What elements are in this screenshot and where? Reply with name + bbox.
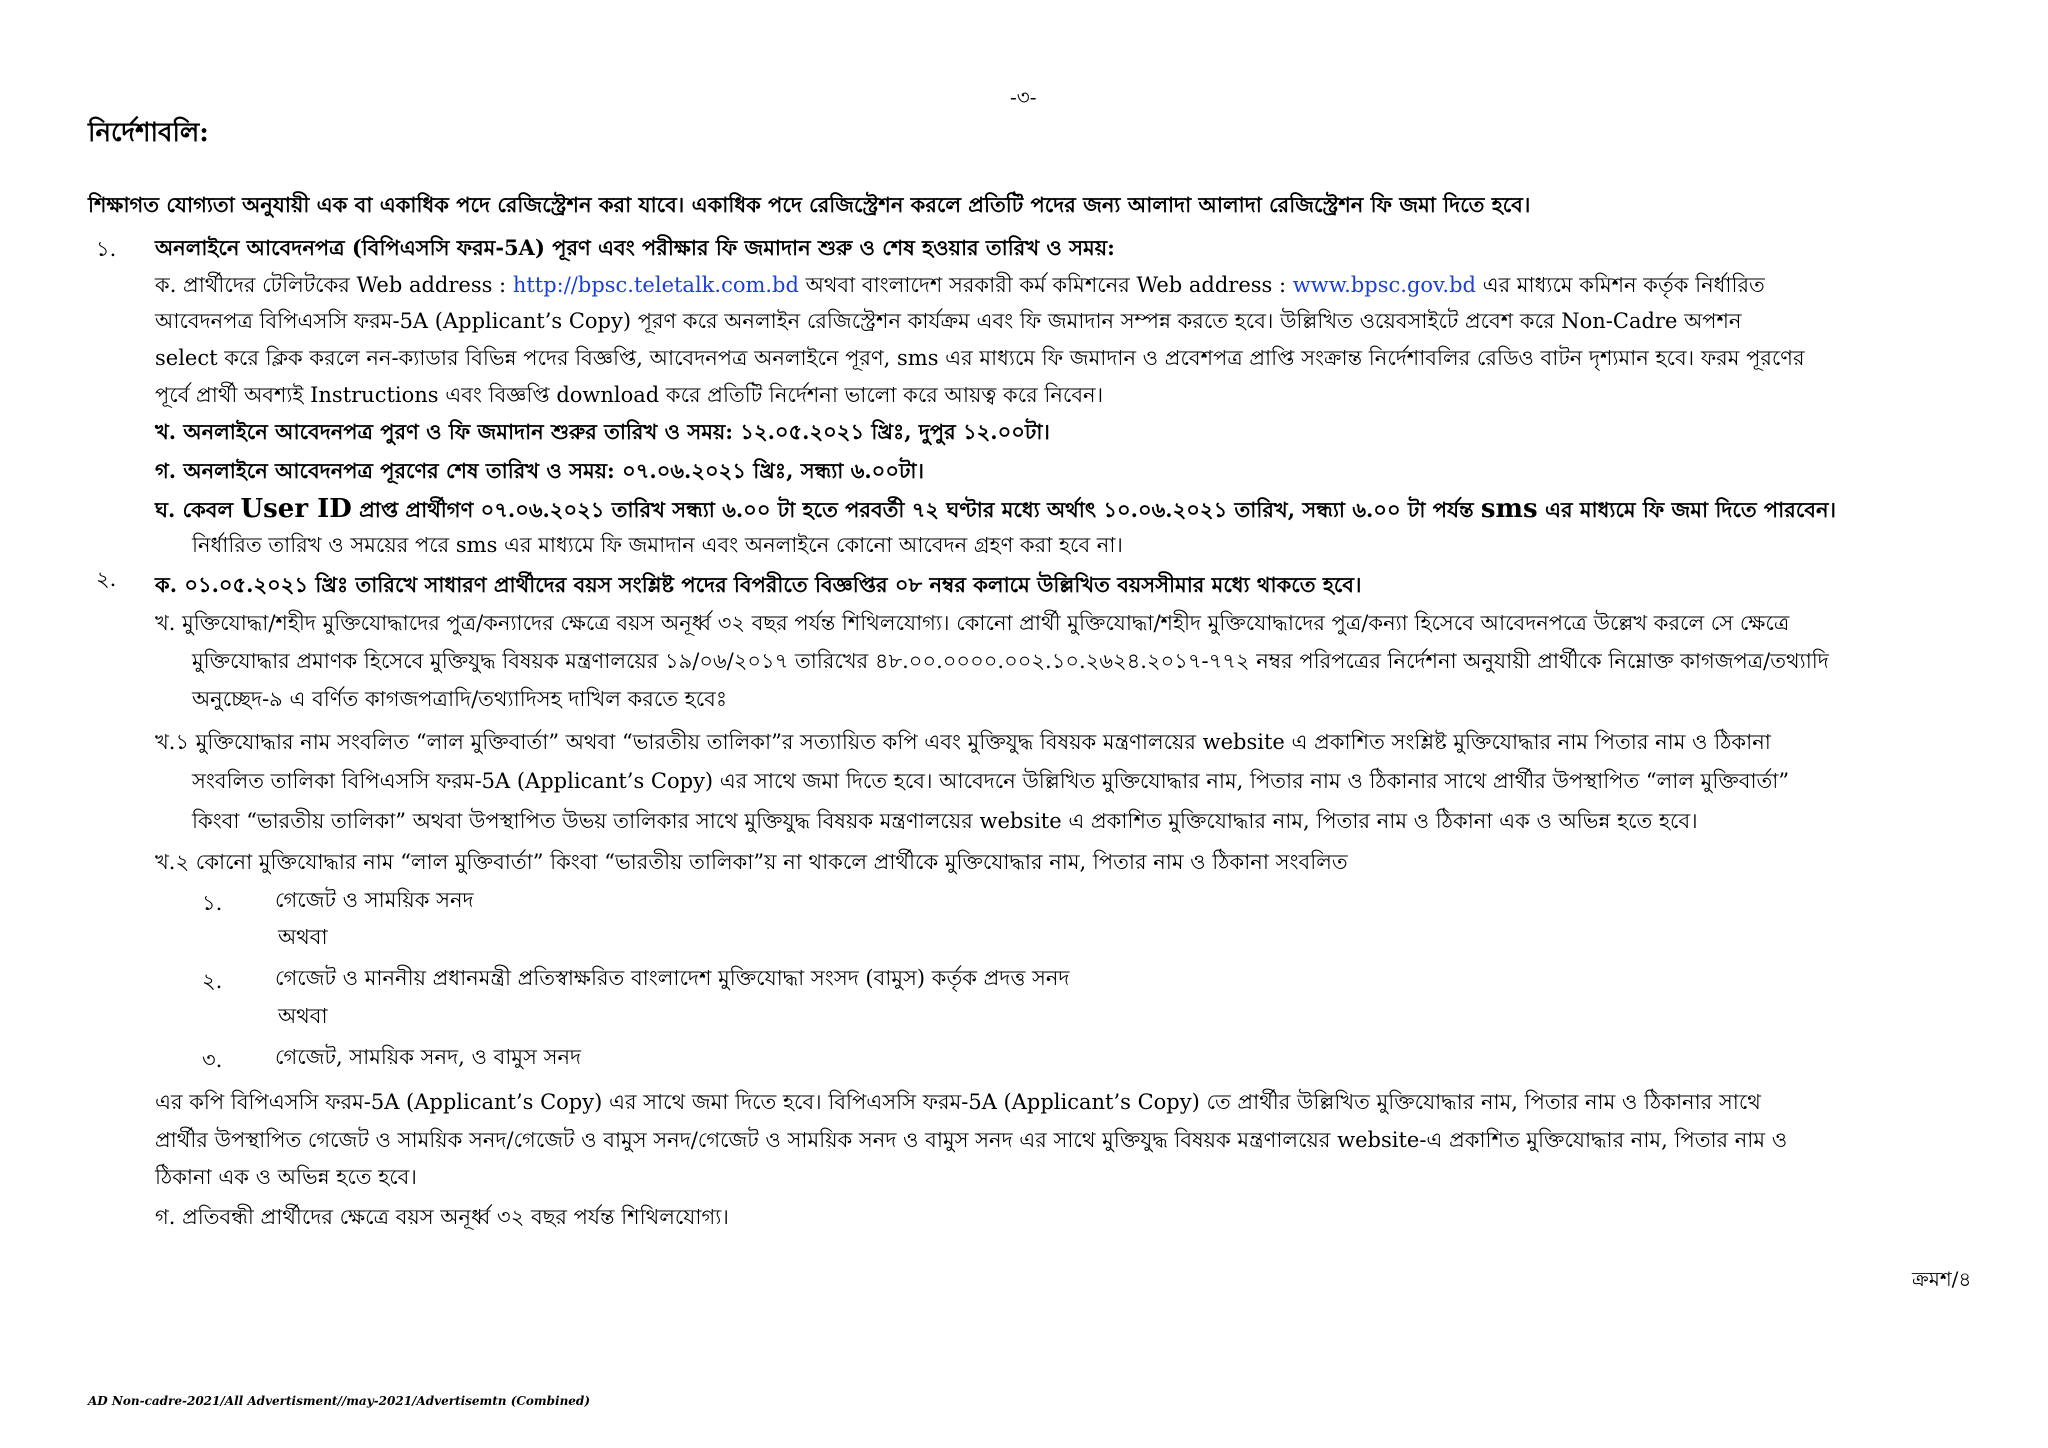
text-segment: ক. প্রার্থীদের টেলিটকের Web address :	[155, 273, 507, 297]
text-segment: ঘ. কেবল	[155, 497, 234, 522]
text-segment: প্রাপ্ত প্রার্থীগণ ০৭.০৬.২০২১ তারিখ সন্ধ্যা ৬.০০ টা হতে পরবর্তী ৭২ ঘণ্টার মধ্যে অর্থাৎ ১০.০৬.২০২১ তারিখ, সন্ধ্যা ৬.০০ টা পর্যন্ত	[359, 497, 1474, 522]
option-1-or: অথবা	[278, 925, 328, 949]
section-2-copy-line-3: ঠিকানা এক ও অভিন্ন হতে হবে।	[155, 1165, 417, 1189]
section-1-ka-line-4: পূর্বে প্রার্থী অবশ্যই Instructions এবং বিজ্ঞপ্তি download করে প্রতিটি নির্দেশনা ভালো করে আয়ত্ব করে নিবেন।	[155, 383, 1104, 407]
option-1-text: গেজেট ও সাময়িক সনদ	[275, 888, 474, 912]
section-1-ga: গ. অনলাইনে আবেদনপত্র পূরণের শেষ তারিখ ও সময়: ০৭.০৬.২০২১ খ্রিঃ, সন্ধ্যা ৬.০০টা।	[155, 458, 925, 483]
section-2-kha1-line-3: কিংবা “ভারতীয় তালিকা” অথবা উপস্থাপিত উভয় তালিকার সাথে মুক্তিযুদ্ধ বিষয়ক মন্ত্রণালয়ের website এ প্রকাশিত মুক্তিযোদ্ধার নাম, পিতার নাম ও ঠিকানা এক ও অভিন্ন হতে হবে।	[192, 809, 1698, 833]
section-2-kha1-line-2: সংবলিত তালিকা বিপিএসসি ফরম-5A (Applicant’s Copy) এর সাথে জমা দিতে হবে। আবেদনে উল্লিখিত মুক্তিযোদ্ধার নাম, পিতার নাম ও ঠিকানার সাথে প্রার্থীর উপস্থাপিত “লাল মুক্তিবার্তা”	[192, 769, 1790, 793]
option-2-or: অথবা	[278, 1004, 328, 1028]
continued-marker: ক্রমশ/৪	[1912, 1267, 1972, 1291]
option-1-number: ১.	[202, 891, 223, 915]
section-1-title: অনলাইনে আবেদনপত্র (বিপিএসসি ফরম-5A) পূরণ এবং পরীক্ষার ফি জমাদান শুরু ও শেষ হওয়ার তারিখ ও সময়:	[155, 235, 1115, 260]
footer-path: AD Non-cadre-2021/All Advertisment//may-2021/Advertisemtn (Combined)	[88, 1394, 591, 1408]
option-3-number: ৩.	[202, 1048, 223, 1072]
section-2-copy-line-2: প্রার্থীর উপস্থাপিত গেজেট ও সাময়িক সনদ/গেজেট ও বামুস সনদ/গেজেট ও সাময়িক সনদ ও বামুস সনদ এর সাথে মুক্তিযুদ্ধ বিষয়ক মন্ত্রণালয়ের website-এ প্রকাশিত মুক্তিযোদ্ধার নাম, পিতার নাম ও	[155, 1128, 1788, 1152]
section-1-ka-line-2: আবেদনপত্র বিপিএসসি ফরম-5A (Applicant’s Copy) পূরণ করে অনলাইন রেজিস্ট্রেশন কার্যক্রম এবং ফি জমাদান সম্পন্ন করতে হবে। উল্লিখিত ওয়েবসাইটে প্রবেশ করে Non-Cadre অপশন	[155, 309, 1742, 333]
section-1-gha-line-2: নির্ধারিত তারিখ ও সময়ের পরে sms এর মাধ্যমে ফি জমাদান এবং অনলাইনে কোনো আবেদন গ্রহণ করা হবে না।	[192, 533, 1123, 557]
section-2-kha1-line-1: খ.১ মুক্তিযোদ্ধার নাম সংবলিত “লাল মুক্তিবার্তা” অথবা “ভারতীয় তালিকা”র সত্যায়িত কপি এবং মুক্তিযুদ্ধ বিষয়ক মন্ত্রণালয়ের website এ প্রকাশিত সংশ্লিষ্ট মুক্তিযোদ্ধার নাম পিতার নাম ও ঠিকানা	[155, 730, 1771, 754]
section-1-number: ১.	[96, 237, 117, 261]
bpsc-link[interactable]: www.bpsc.gov.bd	[1292, 273, 1476, 297]
page-title: নির্দেশাবলি:	[88, 118, 209, 148]
section-1-kha: খ. অনলাইনে আবেদনপত্র পুরণ ও ফি জমাদান শুরুর তারিখ ও সময়: ১২.০৫.২০২১ খ্রিঃ, দুপুর ১২.০০টা।	[155, 419, 1050, 444]
section-2-kha2: খ.২ কোনো মুক্তিযোদ্ধার নাম “লাল মুক্তিবার্তা” কিংবা “ভারতীয় তালিকা”য় না থাকলে প্রার্থীকে মুক্তিযোদ্ধার নাম, পিতার নাম ও ঠিকানা সংবলিত	[155, 850, 1348, 874]
section-2-kha-line-3: অনুচ্ছেদ-৯ এ বর্ণিত কাগজপত্রাদি/তথ্যাদিসহ দাখিল করতে হবেঃ	[192, 687, 728, 711]
intro-paragraph: শিক্ষাগত যোগ্যতা অনুযায়ী এক বা একাধিক পদে রেজিস্ট্রেশন করা যাবে। একাধিক পদে রেজিস্ট্রেশন করলে প্রতিটি পদের জন্য আলাদা আলাদা রেজিস্ট্রেশন ফি জমা দিতে হবে।	[88, 192, 1531, 217]
text-segment: অথবা বাংলাদেশ সরকারী কর্ম কমিশনের Web address :	[805, 273, 1287, 297]
option-2-number: ২.	[202, 969, 223, 993]
section-2-ka: ক. ০১.০৫.২০২১ খ্রিঃ তারিখে সাধারণ প্রার্থীদের বয়স সংশ্লিষ্ট পদের বিপরীতে বিজ্ঞপ্তির ০৮ নম্বর কলামে উল্লিখিত বয়সসীমার মধ্যে থাকতে হবে।	[155, 572, 1362, 597]
section-2-kha-line-2: মুক্তিযোদ্ধার প্রমাণক হিসেবে মুক্তিযুদ্ধ বিষয়ক মন্ত্রণালয়ের ১৯/০৬/২০১৭ তারিখের ৪৮.০০.০০০০.০০২.১০.২৬২৪.২০১৭-৭৭২ নম্বর পরিপত্রের নির্দেশনা অনুযায়ী প্রার্থীকে নিম্নোক্ত কাগজপত্র/তথ্যাদি	[192, 649, 1829, 673]
section-2-copy-line-1: এর কপি বিপিএসসি ফরম-5A (Applicant’s Copy) এর সাথে জমা দিতে হবে। বিপিএসসি ফরম-5A (Applicant’s Copy) তে প্রার্থীর উল্লিখিত মুক্তিযোদ্ধার নাম, পিতার নাম ও ঠিকানার সাথে	[155, 1090, 1761, 1114]
section-1-gha-line-1	[155, 494, 1836, 525]
text-segment: এর মাধ্যমে ফি জমা দিতে পারবেন।	[1545, 497, 1836, 522]
teletalk-link[interactable]: http://bpsc.teletalk.com.bd	[512, 273, 799, 297]
section-2-ga: গ. প্রতিবন্ধী প্রার্থীদের ক্ষেত্রে বয়স অনূর্ধ্ব ৩২ বছর পর্যন্ত শিথিলযোগ্য।	[155, 1205, 729, 1229]
sms-text: sms	[1480, 494, 1538, 524]
section-1-ka-line-1	[155, 270, 1765, 300]
section-2-number: ২.	[96, 567, 117, 591]
text-segment: এর মাধ্যমে কমিশন কর্তৃক নির্ধারিত	[1482, 273, 1765, 297]
user-id-text: User ID	[240, 494, 352, 524]
option-3-text: গেজেট, সাময়িক সনদ, ও বামুস সনদ	[275, 1045, 582, 1069]
section-2-kha-line-1: খ. মুক্তিযোদ্ধা/শহীদ মুক্তিযোদ্ধাদের পুত্র/কন্যাদের ক্ষেত্রে বয়স অনূর্ধ্ব ৩২ বছর পর্যন্ত শিথিলযোগ্য। কোনো প্রার্থী মুক্তিযোদ্ধা/শহীদ মুক্তিযোদ্ধাদের পুত্র/কন্যা হিসেবে আবেদনপত্রে উল্লেখ করলে সে ক্ষেত্রে	[155, 611, 1790, 635]
section-1-ka-line-3: select করে ক্লিক করলে নন-ক্যাডার বিভিন্ন পদের বিজ্ঞপ্তি, আবেদনপত্র অনলাইনে পূরণ, sms এর মাধ্যমে ফি জমাদান ও প্রবেশপত্র প্রাপ্তি সংক্রান্ত নির্দেশাবলির রেডিও বাটন দৃশ্যমান হবে। ফরম পূরণের	[155, 346, 1805, 370]
option-2-text: গেজেট ও মাননীয় প্রধানমন্ত্রী প্রতিস্বাক্ষরিত বাংলাদেশ মুক্তিযোদ্ধা সংসদ (বামুস) কর্তৃক প্রদত্ত সনদ	[275, 966, 1070, 990]
page-number: -৩-	[1010, 85, 1037, 109]
